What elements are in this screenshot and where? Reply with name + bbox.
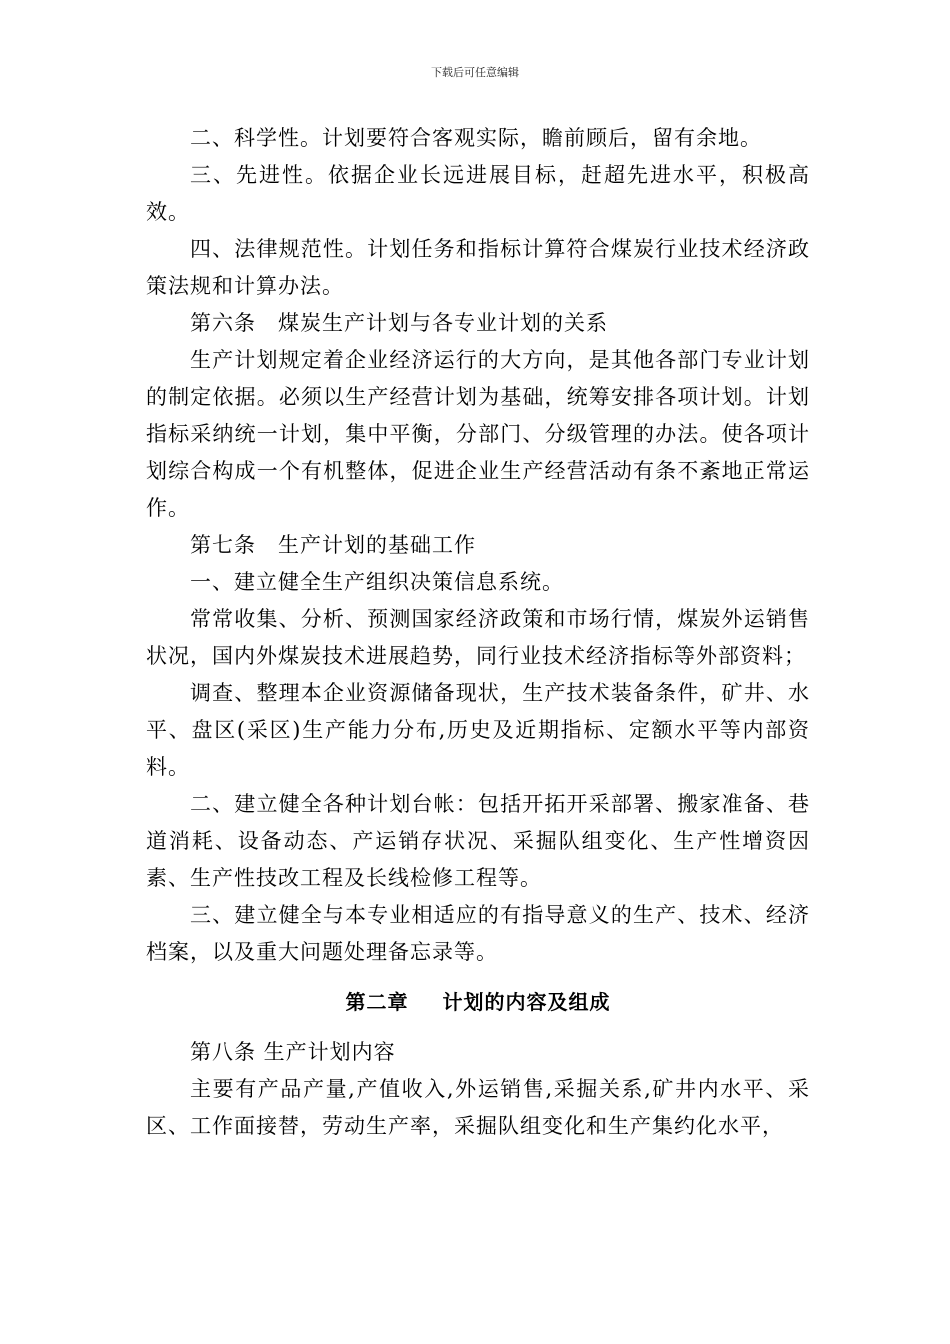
document-body xyxy=(146,120,810,1145)
paragraph-archives: 三、建立健全与本专业相适应的有指导意义的生产、技术、经济档案，以及重大问题处理备忘录等。 xyxy=(146,903,810,964)
paragraph-external-data: 常常收集、分析、预测国家经济政策和市场行情，煤炭外运销售状况，国内外煤炭技术进展趋势，同行业技术经济指标等外部资料； xyxy=(146,607,810,668)
paragraph-legal: 四、法律规范性。计划任务和指标计算符合煤炭行业技术经济政策法规和计算办法。 xyxy=(146,237,810,298)
chapter-heading xyxy=(146,987,810,1017)
chapter-title: 计划的内容及组成 xyxy=(442,990,611,1014)
article-7-heading: 第七条 生产计划的基础工作 xyxy=(190,533,476,557)
paragraph-scientific: 二、科学性。计划要符合客观实际，瞻前顾后，留有余地。 xyxy=(190,126,762,150)
paragraph-advanced: 三、先进性。依据企业长远进展目标，赶超先进水平，积极高效。 xyxy=(146,163,810,224)
paragraph-plan-content: 主要有产品产量,产值收入,外运销售,采掘关系,矿井内水平、采区、工作面接替，劳动生产率，采掘队组变化和生产集约化水平， xyxy=(146,1077,810,1138)
paragraph-ledgers: 二、建立健全各种计划台帐：包括开拓开采部署、搬家准备、巷道消耗、设备动态、产运销存状况、采掘队组变化、生产性增资因素、生产性技改工程及长线检修工程等。 xyxy=(146,792,810,890)
paragraph-internal-data: 调查、整理本企业资源储备现状，生产技术装备条件，矿井、水平、盘区(采区)生产能力分布,历史及近期指标、定额水平等内部资料。 xyxy=(146,681,810,779)
article-8-heading: 第八条 生产计划内容 xyxy=(190,1040,396,1064)
chapter-number: 第二章 xyxy=(345,990,409,1014)
article-6-heading: 第六条 煤炭生产计划与各专业计划的关系 xyxy=(190,311,608,335)
paragraph-plan-relation: 生产计划规定着企业经济运行的大方向，是其他各部门专业计划的制定依据。必须以生产经营计划为基础，统筹安排各项计划。计划指标采纳统一计划，集中平衡，分部门、分级管理的办法。使各项计划综合构成一个有机整体，促进企业生产经营活动有条不紊地正常运作。 xyxy=(146,348,810,520)
page-header-note: 下载后可任意编辑 xyxy=(431,66,519,79)
paragraph-info-system: 一、建立健全生产组织决策信息系统。 xyxy=(190,570,564,594)
